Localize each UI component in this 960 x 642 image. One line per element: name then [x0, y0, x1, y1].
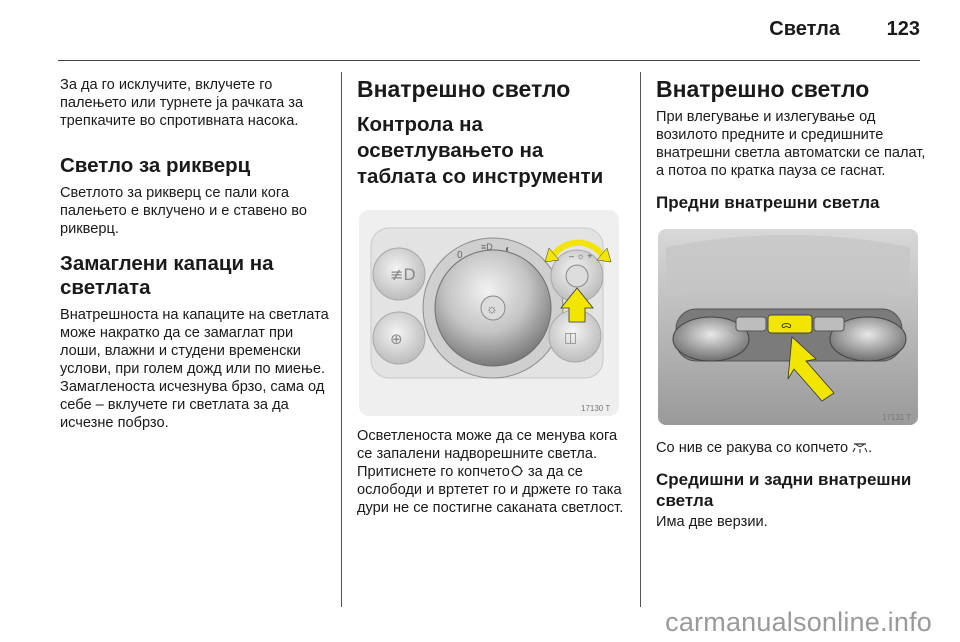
page-number: 123 — [886, 18, 920, 40]
rear-interior-lights-text: Има две верзии. — [656, 514, 768, 530]
figure-code-17130: 17130 T — [581, 404, 611, 413]
column-divider-2 — [640, 72, 641, 607]
front-light-switch-text: Со нив се ракува со копчето . — [656, 440, 873, 456]
figure-code-17131: 17131 T — [882, 413, 912, 422]
column-2 — [357, 76, 627, 517]
column-1 — [60, 76, 330, 432]
column-3 — [656, 76, 926, 531]
reverse-light-heading: Светло за рикверц — [60, 154, 251, 177]
svg-text:≢D: ≢D — [390, 265, 416, 284]
reverse-light-text: Светлото за рикверц се пали кога палењето е вклучено и е ставено во рикверц. — [60, 185, 308, 237]
page-header-title: Светла — [769, 18, 840, 40]
svg-text:– ☼ +: – ☼ + — [569, 251, 593, 261]
rear-interior-lights-heading: Средишни и задни внатрешни светла — [656, 470, 912, 510]
svg-text:≡D: ≡D — [481, 242, 493, 252]
svg-text:◫: ◫ — [564, 329, 578, 345]
fogged-covers-heading: Замаглени капаци на светлата — [60, 252, 274, 299]
interior-light-intro: При влегување и излегување од возилото предните и средишните внатрешни светла автоматски се палат, а потоа по кратка пауза се гаснат. — [656, 109, 926, 179]
svg-text:ᯅ: ᯅ — [781, 320, 792, 331]
column-divider-1 — [341, 72, 342, 607]
dimmer-knob-icon — [510, 464, 524, 478]
dimmer-instruction-text: Осветленоста може да се менува кога се запалени надворешните светла. Притиснете го копчето за да се ослободи и вртетет го и држете го така дури не се постигне саканата светлост. — [357, 428, 624, 516]
svg-text:☼: ☼ — [486, 301, 498, 316]
interior-light-heading-2: Внатрешно светло — [656, 76, 870, 102]
svg-text:◐: ◐ — [505, 244, 512, 255]
watermark: carmanualsonline.info — [665, 607, 932, 637]
svg-text:⊕: ⊕ — [390, 330, 403, 348]
front-interior-lights-heading: Предни внатрешни светла — [656, 193, 880, 212]
intro-paragraph: За да го исклучите, вклучете го палењето или турнете ја рачката за трепкачите во спротивната насока. — [60, 77, 304, 129]
interior-light-icon — [852, 442, 868, 454]
interior-light-heading: Внатрешно светло — [357, 76, 571, 102]
front-interior-light-figure — [656, 227, 920, 427]
header-rule — [58, 60, 920, 61]
fogged-covers-text: Внатрешноста на капаците на светлата може накратко да се замаглат при лоши, влажни и студени временски услови, при голем дожд или по миење. Замагленоста исчезнува брзо, сама од себе – вклучете ги светлата за да исчезне побрзо. — [60, 307, 329, 431]
light-switch-figure — [357, 204, 621, 419]
svg-text:0: 0 — [457, 250, 463, 261]
dashboard-illumination-heading: Контрола на осветлувањето на таблата со инструменти — [357, 113, 604, 188]
